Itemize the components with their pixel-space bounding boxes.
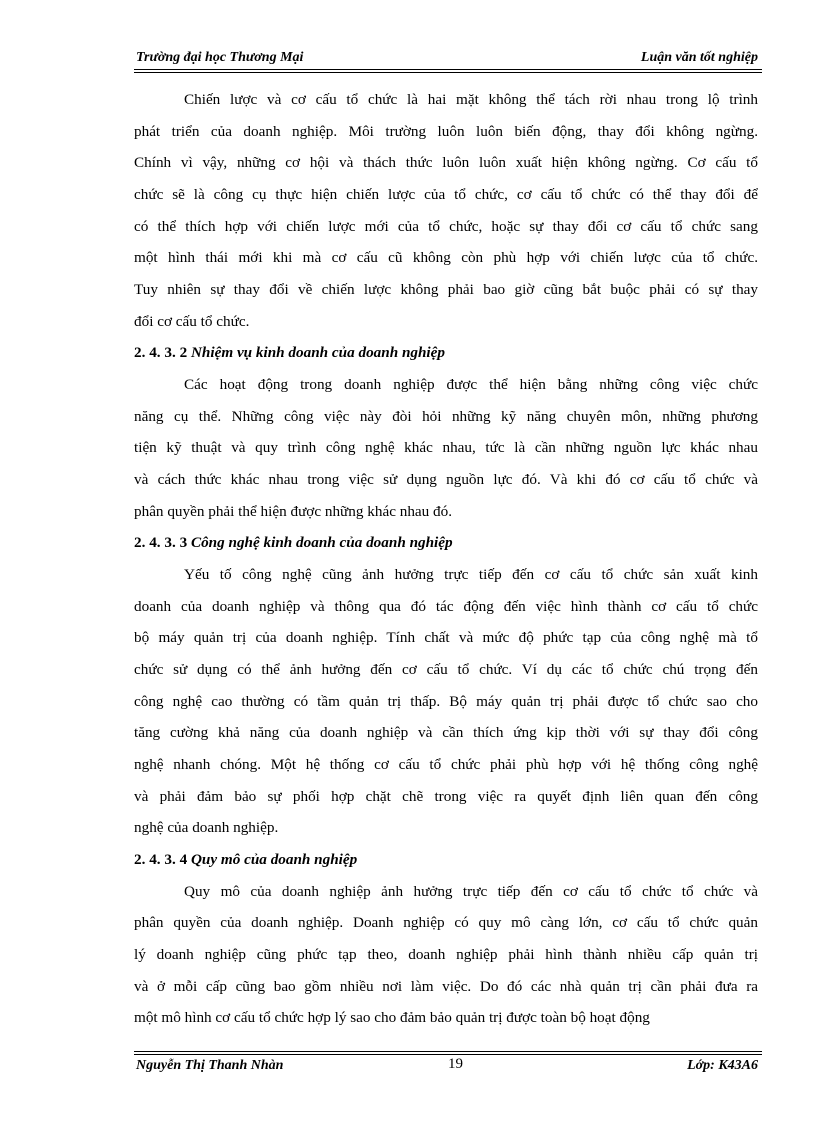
header-doc-type: Luận văn tốt nghiệp <box>640 50 758 65</box>
paragraph-line: năng cụ thể. Những công việc này đòi hỏi những kỹ năng chuyên môn, những phương <box>134 408 758 425</box>
section-number: 2. 4. 3. 4 <box>134 851 188 868</box>
paragraph-line: đổi cơ cấu tổ chức. <box>134 313 250 330</box>
header-rule-thin <box>134 72 762 73</box>
page-number: 19 <box>448 1056 463 1072</box>
section-heading-2-4-3-2 <box>134 344 445 362</box>
section-title: Quy mô của doanh nghiệp <box>190 851 358 868</box>
paragraph-line: chức sẽ là công cụ thực hiện chiến lược của tổ chức, cơ cấu tổ chức có thể thay đổi để <box>134 186 758 203</box>
paragraph-line: Yếu tố công nghệ cũng ảnh hưởng trực tiếp đến cơ cấu tổ chức sản xuất kinh <box>184 566 758 583</box>
paragraph-line: và ở mỗi cấp cũng bao gồm nhiều nơi làm việc. Do đó các nhà quản trị cần phải đưa ra <box>134 978 758 995</box>
paragraph-line: Tuy nhiên sự thay đổi về chiến lược không phải bao giờ cũng bắt buộc phải có sự thay <box>134 281 758 298</box>
footer-rule <box>134 1054 762 1055</box>
paragraph-line: Chiến lược và cơ cấu tổ chức là hai mặt không thể tách rời nhau trong lộ trình <box>184 91 758 108</box>
paragraph-line: Quy mô của doanh nghiệp ảnh hưởng trực tiếp đến cơ cấu tổ chức tổ chức và <box>184 883 758 900</box>
footer-rule-thin <box>134 1051 762 1052</box>
paragraph-line: doanh của doanh nghiệp và thông qua đó tác động đến việc hình thành cơ cấu tổ chức <box>134 598 758 615</box>
paragraph-line: Các hoạt động trong doanh nghiệp được thể hiện bằng những công việc chức <box>184 376 758 393</box>
paragraph-line: Chính vì vậy, những cơ hội và thách thức luôn luôn xuất hiện không ngừng. Cơ cấu tổ <box>134 154 758 171</box>
paragraph-line: tăng cường khả năng của doanh nghiệp và cần thích ứng kịp thời với sự thay đổi công <box>134 724 758 741</box>
header-rule <box>134 69 762 70</box>
paragraph-line: nghệ nhanh chóng. Một hệ thống cơ cấu tổ chức phải phù hợp với hệ thống công nghệ <box>134 756 758 773</box>
section-title: Công nghệ kinh doanh của doanh nghiệp <box>190 534 453 551</box>
paragraph-line: phân quyền phải thể hiện được những khác nhau đó. <box>134 503 453 520</box>
paragraph-line: và cách thức khác nhau trong việc sử dụng nguồn lực đó. Và khi đó cơ cấu tổ chức và <box>134 471 758 488</box>
paragraph-line: lý doanh nghiệp cũng phức tạp theo, doanh nghiệp phải hình thành nhiều cấp quản trị <box>134 946 758 963</box>
section-number: 2. 4. 3. 3 <box>134 534 188 551</box>
paragraph-line: phân quyền của doanh nghiệp. Doanh nghiệp có quy mô càng lớn, cơ cấu tổ chức quản <box>134 914 758 931</box>
paragraph-line: một hình thái mới khi mà cơ cấu cũ không còn phù hợp với chiến lược của tổ chức. <box>134 249 758 266</box>
page-header <box>134 50 762 70</box>
paragraph-line: chức sử dụng có thể ảnh hưởng đến cơ cấu tổ chức. Ví dụ các tổ chức chú trọng đến <box>134 661 758 678</box>
paragraph-line: và phải đảm bảo sự phối hợp chặt chẽ trong việc ra quyết định liên quan đến công <box>134 788 758 805</box>
paragraph-line: có thể thích hợp với chiến lược mới của tổ chức, hoặc sự thay đổi cơ cấu tổ chức sang <box>134 218 758 235</box>
footer-class: Lớp: K43A6 <box>687 1058 758 1073</box>
paragraph-line: một mô hình cơ cấu tổ chức hợp lý sao cho đảm bảo quản trị được toàn bộ hoạt động <box>134 1009 650 1026</box>
section-heading-2-4-3-4 <box>134 851 357 869</box>
section-number: 2. 4. 3. 2 <box>134 344 188 361</box>
section-heading-2-4-3-3 <box>134 534 453 552</box>
paragraph-line: nghệ của doanh nghiệp. <box>134 819 279 836</box>
paragraph-line: công nghệ cao thường có tầm quản trị thấp. Bộ máy quản trị phải được tổ chức sao cho <box>134 693 758 710</box>
header-university: Trường đại học Thương Mại <box>136 50 304 65</box>
page-footer <box>134 1056 762 1078</box>
section-title: Nhiệm vụ kinh doanh của doanh nghiệp <box>190 344 445 361</box>
paragraph-line: phát triển của doanh nghiệp. Môi trường luôn luôn biến động, thay đổi không ngừng. <box>134 123 758 140</box>
footer-author: Nguyễn Thị Thanh Nhàn <box>136 1058 284 1073</box>
paragraph-line: bộ máy quản trị của doanh nghiệp. Tính chất và mức độ phức tạp của công nghệ mà tổ <box>134 629 758 646</box>
paragraph-line: tiện kỹ thuật và quy trình công nghệ khác nhau, tức là cần những nguồn lực khác nhau <box>134 439 758 456</box>
